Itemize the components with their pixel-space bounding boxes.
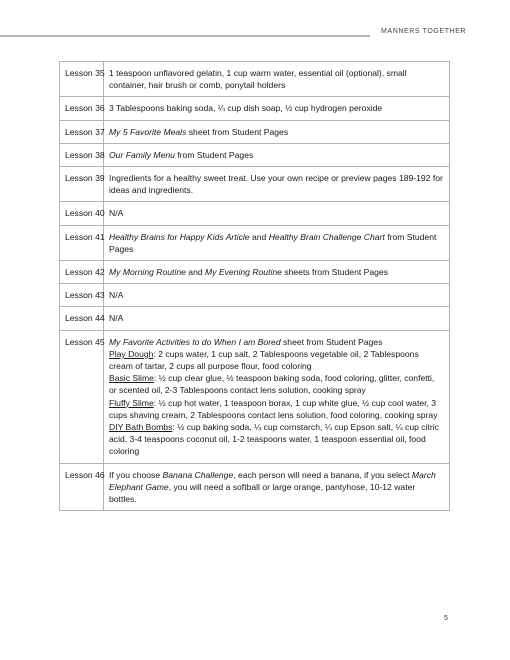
materials-cell (104, 261, 450, 284)
materials-text: Play Dough (109, 348, 154, 359)
materials-text: 1 teaspoon unflavored gelatin, 1 cup warm water, essential oil (optional), small container, hair brush or comb, ponytail holders (109, 68, 407, 91)
materials-text: sheet from Student Pages (280, 336, 383, 347)
lesson-label: Lesson 35 (60, 62, 104, 97)
lesson-label: Lesson 43 (60, 284, 104, 307)
materials-text: March Elephant Game (109, 469, 436, 492)
materials-text: N/A (109, 313, 124, 324)
lesson-label: Lesson 37 (60, 120, 104, 143)
materials-cell (104, 330, 450, 463)
materials-text: My Favorite Activities to do When I am Bored (109, 336, 281, 347)
materials-text: from Student Pages (109, 231, 437, 254)
header-title: MANNERS TOGETHER (381, 28, 467, 35)
materials-text: N/A (109, 208, 124, 219)
lesson-materials-table (59, 61, 450, 511)
lesson-label: Lesson 42 (60, 261, 104, 284)
lesson-label: Lesson 45 (60, 330, 104, 463)
materials-text: My Evening Routine (205, 267, 282, 278)
materials-text: : ½ cup clear glue, ½ teaspoon baking soda, food coloring, glitter, confetti, or scented oil, 2-3 Tablespoons contact lens solution, cooking spray (109, 373, 435, 396)
materials-cell (104, 143, 450, 166)
lesson-label: Lesson 44 (60, 307, 104, 330)
materials-text: sheet from Student Pages (186, 126, 289, 137)
table-row (60, 143, 450, 166)
materials-text: DIY Bath Bombs (109, 422, 173, 433)
running-header (0, 28, 510, 42)
materials-text: , you will need a softball or large orange, pantyhose, 10-12 water bottles. (109, 481, 416, 505)
table-row (60, 463, 450, 511)
materials-text: and (185, 267, 206, 278)
materials-text: , each person will need a banana, if you select (233, 469, 412, 480)
table-row (60, 225, 450, 260)
materials-text: from Student Pages (174, 149, 254, 160)
materials-cell (104, 225, 450, 260)
table-row (60, 330, 450, 463)
lesson-label: Lesson 38 (60, 143, 104, 166)
lesson-label: Lesson 40 (60, 202, 104, 225)
materials-text: Fluffy Slime (109, 397, 154, 408)
table-row (60, 284, 450, 307)
table-row (60, 202, 450, 225)
materials-text: Banana Challenge (162, 469, 234, 480)
table-row (60, 62, 450, 97)
materials-text: sheets from Student Pages (281, 267, 389, 278)
table-row (60, 261, 450, 284)
materials-text: Healthy Brains for Happy Kids Article (109, 231, 250, 242)
materials-cell (104, 284, 450, 307)
materials-text: Ingredients for a healthy sweet treat. Use your own recipe or preview pages 189-192 for ideas and ingredients. (109, 173, 443, 196)
lesson-label: Lesson 36 (60, 97, 104, 120)
materials-cell (104, 120, 450, 143)
table-row (60, 120, 450, 143)
materials-text: Our Family Menu (109, 149, 175, 160)
materials-text: N/A (109, 290, 124, 301)
materials-text: Healthy Brain Challenge Chart (268, 231, 385, 242)
table-body (60, 62, 450, 511)
materials-text: : 2 cups water, 1 cup salt, 2 Tablespoons vegetable oil, 2 Tablespoons cream of tartar, 2 cups all purpose flour, food coloring (109, 348, 419, 372)
materials-cell (104, 62, 450, 97)
materials-cell (104, 202, 450, 225)
materials-cell (104, 97, 450, 120)
materials-cell (104, 463, 450, 511)
lesson-label: Lesson 46 (60, 463, 104, 511)
materials-text: and (249, 231, 269, 242)
materials-text: My 5 Favorite Meals (109, 126, 187, 137)
materials-cell (104, 307, 450, 330)
materials-text: If you choose (109, 469, 163, 480)
lesson-label: Lesson 39 (60, 167, 104, 202)
header-rule (0, 35, 370, 37)
table-row (60, 167, 450, 202)
page-number: 5 (444, 615, 448, 622)
materials-cell (104, 167, 450, 202)
materials-text: 3 Tablespoons baking soda, ¼ cup dish soap, ½ cup hydrogen peroxide (109, 103, 383, 114)
lesson-label: Lesson 41 (60, 225, 104, 260)
table-row (60, 97, 450, 120)
materials-text: My Morning Routine (109, 267, 186, 278)
table-row (60, 307, 450, 330)
materials-text: : ½ cup baking soda, ¼ cup cornstarch, ¼ cup Epson salt, ¼ cup citric acid. 3-4 teaspoons coconut oil, 1-2 teaspoons water, 1 teaspoon essential oil, food coloring (109, 422, 439, 457)
materials-text: Basic Slime (109, 373, 154, 384)
materials-text: : ½ cup hot water, 1 teaspoon borax, 1 cup white glue, ½ cup cool water, 3 cups shaving cream, 2 Tablespoons contact lens solution, food coloring, cooking spray (109, 397, 438, 420)
